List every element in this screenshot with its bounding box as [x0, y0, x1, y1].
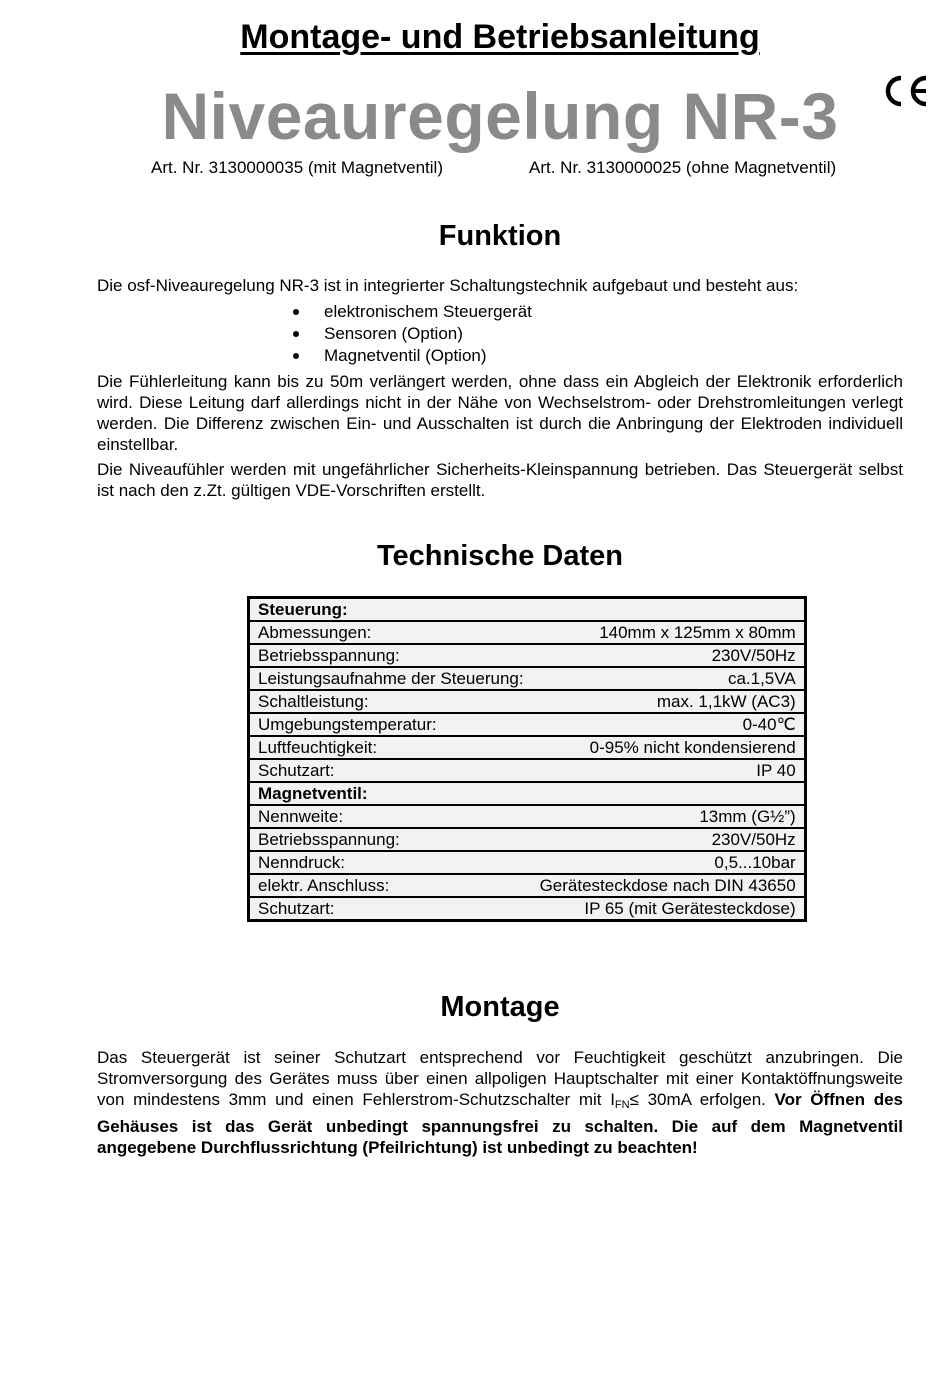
section-heading-funktion: Funktion — [438, 220, 562, 252]
table-row — [249, 621, 806, 644]
spec-value: IP 40 — [532, 759, 806, 782]
funktion-intro: Die osf-Niveauregelung NR-3 ist in integrierter Schaltungstechnik aufgebaut und besteht aus: — [97, 276, 799, 295]
spec-value: 0-40℃ — [532, 713, 806, 736]
spec-value: Gerätesteckdose nach DIN 43650 — [532, 874, 806, 897]
subscript-fn: FN — [614, 1099, 630, 1111]
spec-value — [532, 782, 806, 805]
ce-mark-icon — [880, 72, 930, 110]
table-row — [249, 759, 806, 782]
table-row — [249, 851, 806, 874]
funktion-paragraph-1: Die Fühlerleitung kann bis zu 50m verlängert werden, ohne dass ein Abgleich der Elektronik erforderlich wird. Diese Leitung darf allerdings nicht in der Nähe von Wechselstrom- oder Drehstromleitungen verlegt werden. Die Differenz zwischen Ein- und Ausschalten ist durch die Anbringung der Elektroden individuell einstellbar. — [97, 372, 903, 454]
section-heading-technische-daten: Technische Daten — [376, 540, 624, 572]
list-item: Magnetventil (Option) — [287, 345, 532, 367]
table-row — [249, 805, 806, 828]
spec-label: Nennweite: — [249, 805, 532, 828]
spec-value: 140mm x 125mm x 80mm — [532, 621, 806, 644]
spec-label: Umgebungstemperatur: — [249, 713, 532, 736]
bullet-icon — [293, 309, 299, 315]
table-row — [249, 644, 806, 667]
table-group-row — [249, 598, 806, 622]
table-group-row — [249, 782, 806, 805]
section-heading-montage: Montage — [440, 991, 560, 1023]
spec-value: 0-95% nicht kondensierend — [532, 736, 806, 759]
article-number-without-valve: Art. Nr. 3130000025 (ohne Magnetventil) — [529, 158, 837, 177]
spec-value: 230V/50Hz — [532, 828, 806, 851]
bullet-icon — [293, 353, 299, 359]
montage-paragraph: Das Steuergerät ist seiner Schutzart entsprechend vor Feuchtigkeit geschützt anzubringen. Die Stromversorgung des Gerätes muss über einen allpoligen Hauptschalter mit einer Kontaktöffnungsweite von mindestens 3mm und einen Fehlerstrom-Schutzschalter mit $I_{FN}\le 30mA$ erfolgen. Vor Öffnen des Gehäuses ist das Gerät unbedingt spannungsfrei zu schalten. Die auf dem Magnetventil angegebene Durchflussrichtung (Pfeilrichtung) ist unbedingt zu beachten! — [97, 1048, 903, 1157]
spec-label: Betriebsspannung: — [249, 644, 532, 667]
spec-label: Nenndruck: — [249, 851, 532, 874]
article-number-with-valve: Art. Nr. 3130000035 (mit Magnetventil) — [151, 158, 443, 177]
component-list — [287, 301, 532, 367]
table-row — [249, 897, 806, 921]
table-row — [249, 667, 806, 690]
table-row — [249, 713, 806, 736]
document-title: Montage- und Betriebsanleitung — [240, 18, 760, 56]
table-row — [249, 874, 806, 897]
spec-label: Schutzart: — [249, 897, 532, 921]
spec-label: Luftfeuchtigkeit: — [249, 736, 532, 759]
spec-table — [247, 596, 807, 922]
spec-value: 230V/50Hz — [532, 644, 806, 667]
table-row — [249, 828, 806, 851]
spec-label: elektr. Anschluss: — [249, 874, 532, 897]
spec-value: 13mm (G½”) — [532, 805, 806, 828]
table-row — [249, 690, 806, 713]
spec-value: IP 65 (mit Gerätesteckdose) — [532, 897, 806, 921]
spec-value — [532, 598, 806, 622]
spec-label: Abmessungen: — [249, 621, 532, 644]
bullet-icon — [293, 331, 299, 337]
list-item: elektronischem Steuergerät — [287, 301, 532, 323]
funktion-paragraph-2: Die Niveaufühler werden mit ungefährlicher Sicherheits-Kleinspannung betrieben. Das Steuergerät selbst ist nach den z.Zt. gültigen VDE-Vorschriften erstellt. — [97, 460, 903, 500]
montage-warning: Vor Öffnen des Gehäuses ist das Gerät unbedingt spannungsfrei zu schalten. Die auf dem Magnetventil angegebene Durchflussrichtung (Pfeilrichtung) ist unbedingt zu beachten! — [97, 1090, 903, 1157]
table-row — [249, 736, 806, 759]
spec-value: 0,5...10bar — [532, 851, 806, 874]
spec-value: max. 1,1kW (AC3) — [532, 690, 806, 713]
spec-label: Magnetventil: — [249, 782, 532, 805]
list-item: Sensoren (Option) — [287, 323, 532, 345]
spec-label: Schutzart: — [249, 759, 532, 782]
spec-label: Leistungsaufnahme der Steuerung: — [249, 667, 532, 690]
spec-label: Betriebsspannung: — [249, 828, 532, 851]
product-title: Niveauregelung NR-3 — [161, 79, 839, 153]
spec-label: Schaltleistung: — [249, 690, 532, 713]
spec-label: Steuerung: — [249, 598, 532, 622]
spec-value: ca.1,5VA — [532, 667, 806, 690]
